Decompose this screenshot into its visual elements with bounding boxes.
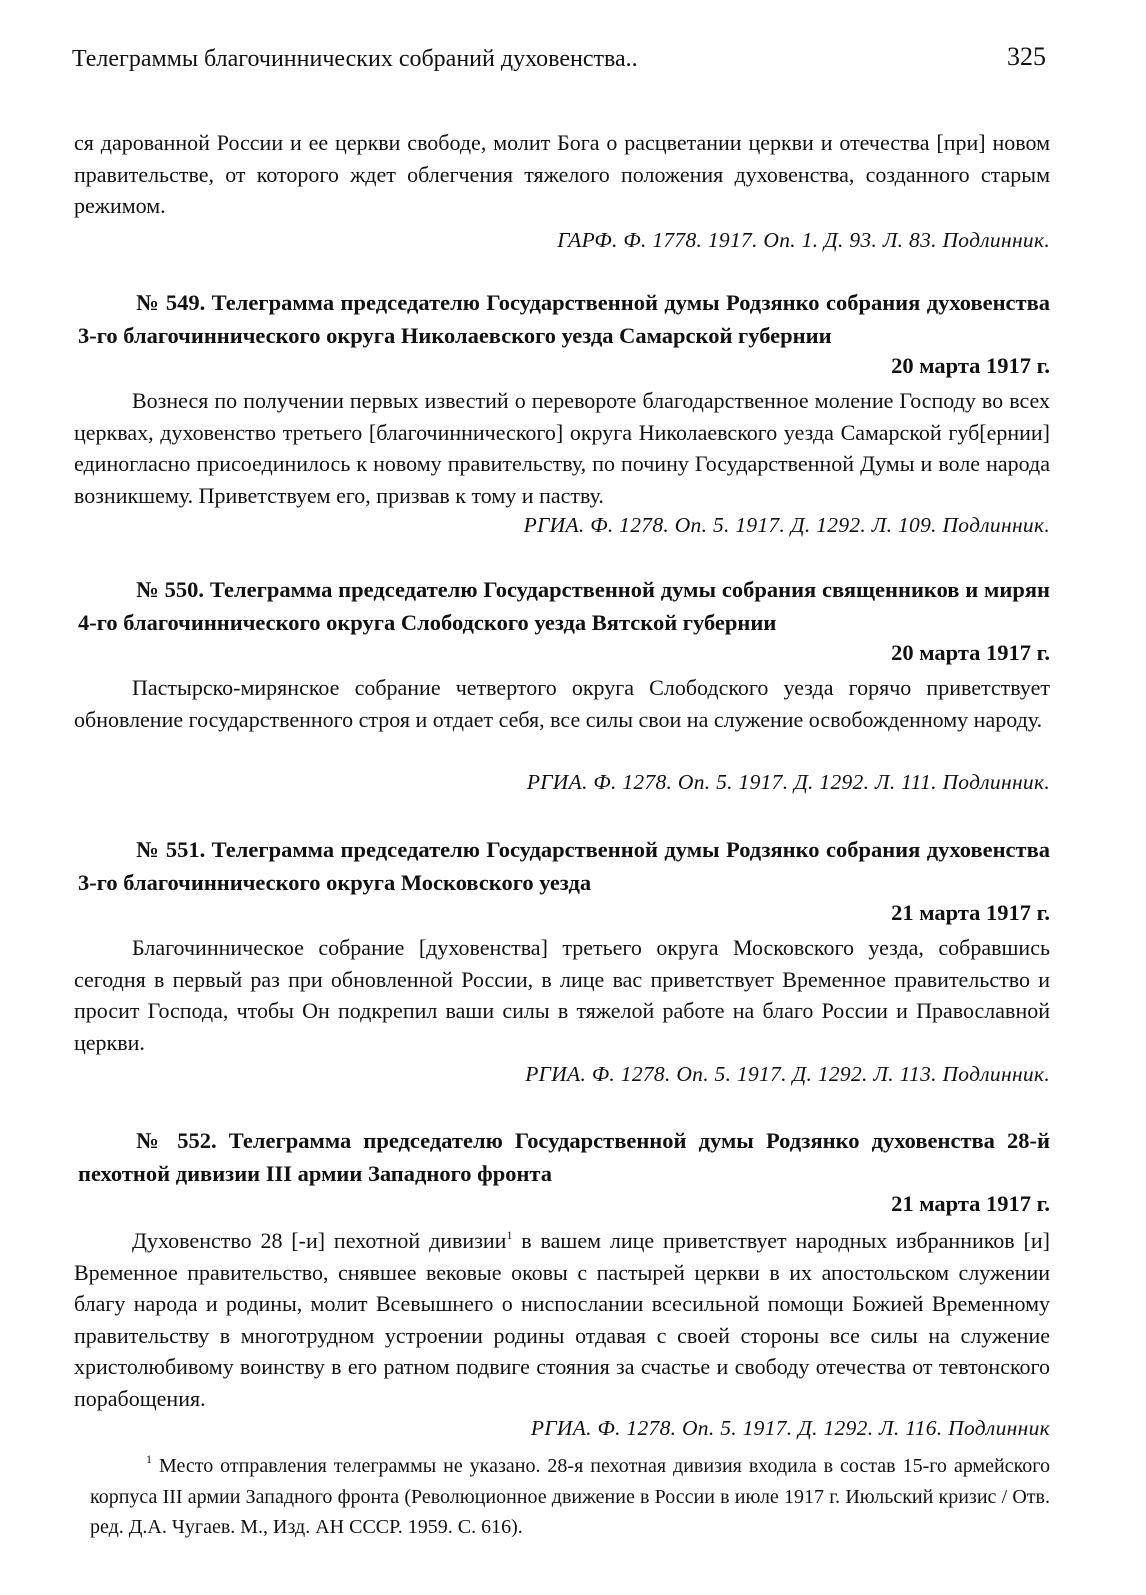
document-551-heading: № 551. Телеграмма председателю Государственной думы Родзянко собрания духовенства 3-го благочиннического округа Московского уезда <box>78 837 1050 895</box>
document-552-source: РГИА. Ф. 1278. Оп. 5. 1917. Д. 1292. Л. 116. Подлинник <box>530 1416 1050 1440</box>
document-549-heading: № 549. Телеграмма председателю Государственной думы Родзянко собрания духовенства 3-го благочиннического округа Николаевского уезда Самарской губернии <box>78 290 1050 348</box>
document-552-heading: № 552. Телеграмма председателю Государственной думы Родзянко духовенства 28-й пехотной дивизии III армии Западного фронта <box>78 1128 1050 1186</box>
document-552-text-start: Духовенство 28 [-и] пехотной дивизии <box>132 1228 507 1253</box>
document-550-source: РГИА. Ф. 1278. Оп. 5. 1917. Д. 1292. Л. 111. Подлинник. <box>526 770 1050 794</box>
document-550-heading: № 550. Телеграмма председателю Государственной думы собрания священников и мирян 4-го благочиннического округа Слободского уезда Вятской губернии <box>78 577 1050 635</box>
footnote-reference: 1 <box>506 1228 513 1242</box>
intro-source: ГАРФ. Ф. 1778. 1917. Оп. 1. Д. 93. Л. 83. Подлинник. <box>557 228 1050 252</box>
page-number: 325 <box>1007 42 1046 71</box>
document-550-text: Пастырско-мирянское собрание четвертого округа Слободского уезда горячо приветствует обновление государственного строя и отдает себя, все силы свои на служение освобожденному народу. <box>74 675 1050 732</box>
document-552-text <box>74 1225 1050 1414</box>
document-551-source: РГИА. Ф. 1278. Оп. 5. 1917. Д. 1292. Л. 113. Подлинник. <box>525 1062 1050 1086</box>
document-552-text-rest: в вашем лице приветствует народных избранников [и] Временное правительство, снявшее вековые оковы с пастырей церкви в их апостольском служении благу народа и родины, молит Всевышнего о ниспослании всесильной помощи Божией Временному правительству в многотрудном устроении родины отдавая с своей стороны все силы на служение христолюбивому воинству в его ратном подвиге стояния за счастье и свободу отечества от тевтонского порабощения. <box>74 1228 1050 1411</box>
footnote-mark: 1 <box>146 1452 152 1466</box>
footnote-text: Место отправления телеграммы не указано. 28-я пехотная дивизия входила в состав 15-го армейского корпуса III армии Западного фронта (Революционное движение в России в июле 1917 г. Июльский кризис / Отв. ред. Д.А. Чугаев. М., Изд. АН СССР. 1959. С. 616). <box>90 1455 1050 1538</box>
document-549-date: 20 марта 1917 г. <box>891 353 1050 378</box>
document-551-date: 21 марта 1917 г. <box>891 900 1050 925</box>
document-550-date: 20 марта 1917 г. <box>891 640 1050 665</box>
document-551-text: Благочинническое собрание [духовенства] третьего округа Московского уезда, собравшись сегодня в первый раз при обновленной России, в лице вас приветствует Временное правительство и просит Господа, чтобы Он подкрепил ваши силы в тяжелой работе на благо России и Православной церкви. <box>74 935 1050 1055</box>
document-549-text: Вознеся по получении первых известий о перевороте благодарственное моление Господу во всех церквах, духовенство третьего [благочиннического] округа Николаевского уезда Самарской губ[ернии] единогласно присоединилось к новому правительству, по почину Государственной Думы и воле народа возникшему. Приветствуем его, призвав к тому и паству. <box>74 388 1050 508</box>
intro-paragraph: ся дарованной России и ее церкви свободе, молит Бога о расцветании церкви и отечества [при] новом правительстве, от которого ждет облегчения тяжелого положения духовенства, созданного старым режимом. <box>74 130 1050 218</box>
document-552-date: 21 марта 1917 г. <box>891 1191 1050 1216</box>
running-title: Телеграммы благочиннических собраний духовенства.. <box>72 46 638 72</box>
footnote <box>90 1451 1050 1543</box>
document-549-source: РГИА. Ф. 1278. Оп. 5. 1917. Д. 1292. Л. 109. Подлинник. <box>523 513 1050 537</box>
